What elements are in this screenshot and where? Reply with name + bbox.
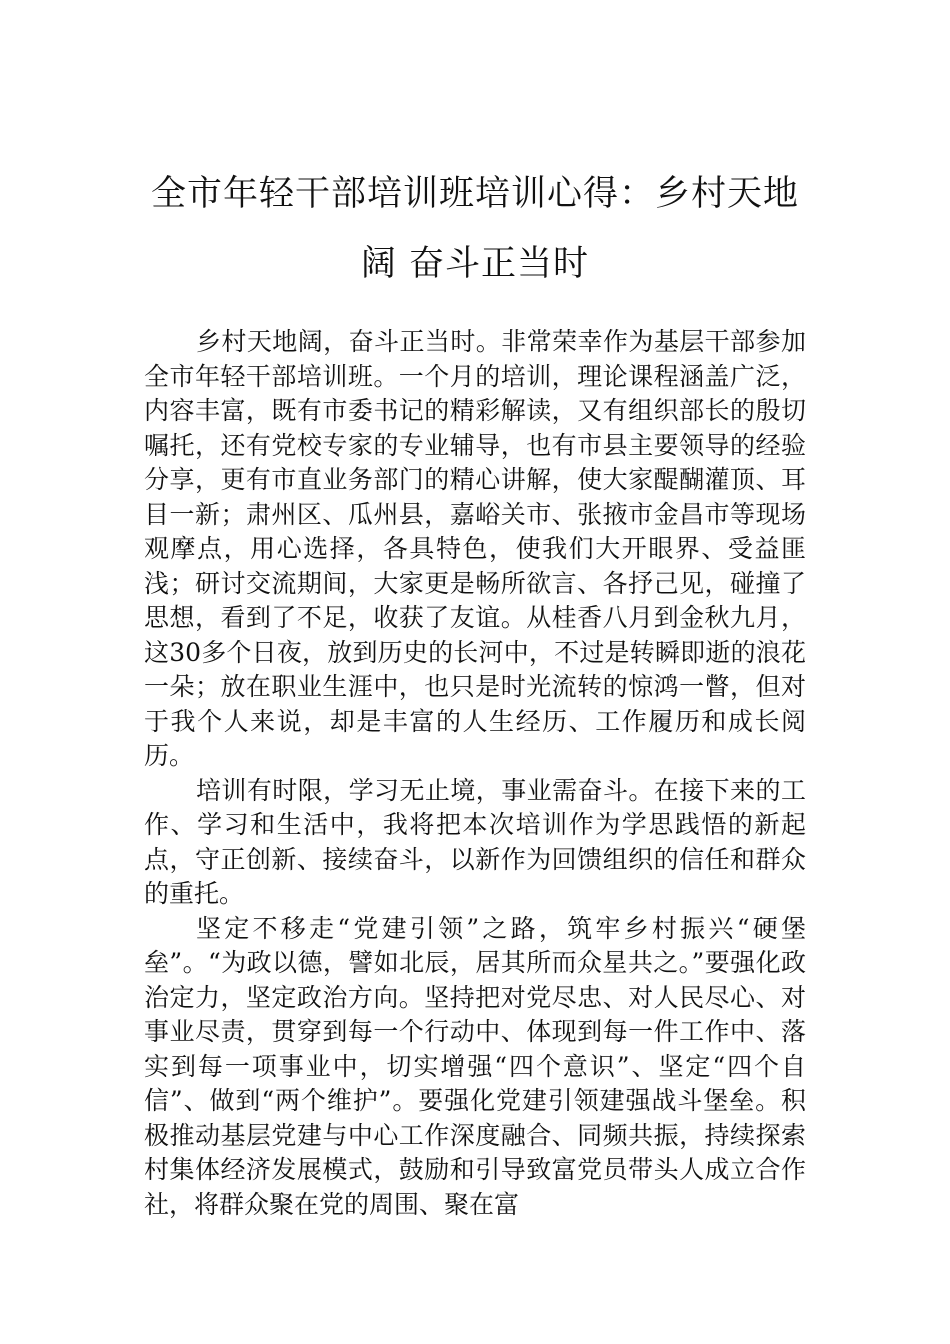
paragraph-1: 乡村天地阔，奋斗正当时。非常荣幸作为基层干部参加全市年轻干部培训班。一个月的培训，理论课程涵盖广泛，内容丰富，既有市委书记的精彩解读，又有组织部长的殷切嘱托，还有党校专家的专业辅导，也有市县主要领导的经验分享，更有市直业务部门的精心讲解，使大家醍醐灌顶、耳目一新；肃州区、瓜州县，嘉峪关市、张掖市金昌市等现场观摩点，用心选择，各具特色，使我们大开眼界、受益匪浅；研讨交流期间，大家更是畅所欲言、各抒己见，碰撞了思想，看到了不足，收获了友谊。从桂香八月到金秋九月，这30多个日夜，放到历史的长河中，不过是转瞬即逝的浪花一朵；放在职业生涯中，也只是时光流转的惊鸿一瞥，但对于我个人来说，却是丰富的人生经历、工作履历和成长阅历。 bbox=[144, 327, 806, 770]
paragraph-2: 培训有时限，学习无止境，事业需奋斗。在接下来的工作、学习和生活中，我将把本次培训作为学思践悟的新起点，守正创新、接续奋斗，以新作为回馈组织的信任和群众的重托。 bbox=[144, 775, 806, 908]
paragraph-3: 坚定不移走“党建引领”之路，筑牢乡村振兴“硬堡垒”。“为政以德，譬如北辰，居其所而众星共之。”要强化政治定力，坚定政治方向。坚持把对党尽忠、对人民尽心、对事业尽责，贯穿到每一个行动中、体现到每一件工作中、落实到每一项事业中，切实增强“四个意识”、坚定“四个自信”、做到“两个维护”。要强化党建引领建强战斗堡垒。积极推动基层党建与中心工作深度融合、同频共振，持续探索村集体经济发展模式，鼓励和引导致富党员带头人成立合作社，将群众聚在党的周围、聚在富 bbox=[144, 913, 806, 1219]
document-title-line-1: 全市年轻干部培训班培训心得：乡村天地 bbox=[150, 174, 799, 214]
document-body bbox=[144, 325, 806, 1222]
document-title-line-2: 阔 奋斗正当时 bbox=[360, 244, 590, 284]
